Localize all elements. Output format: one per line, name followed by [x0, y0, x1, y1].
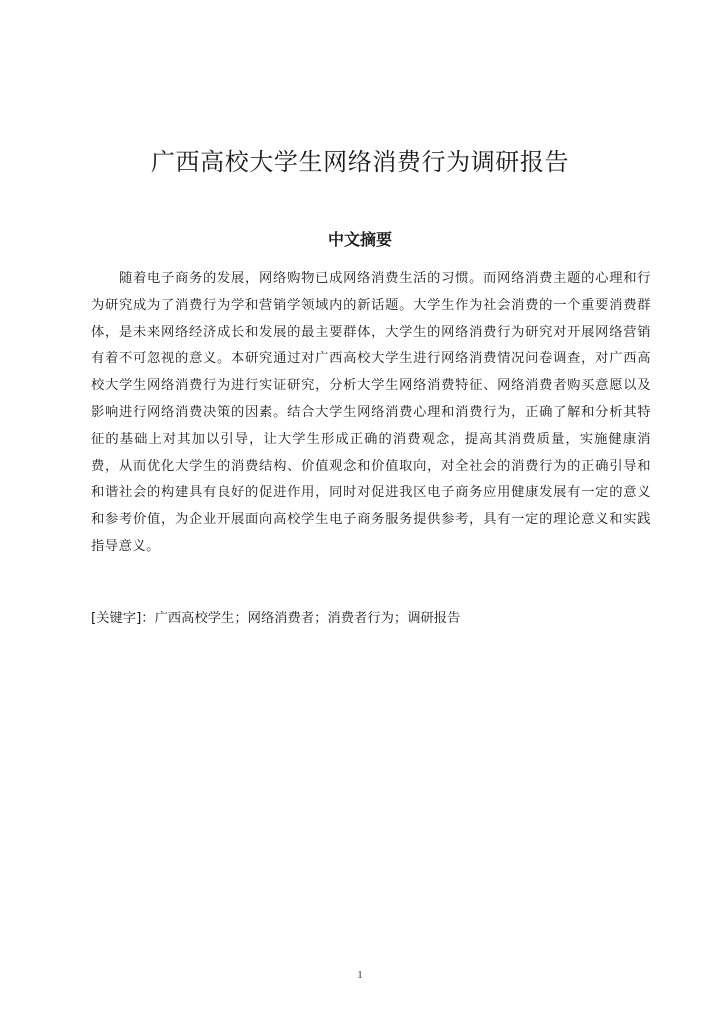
- abstract-paragraph: 随着电子商务的发展，网络购物已成网络消费生活的习惯。而网络消费主题的心理和行为研究成为了消费行为学和营销学领域内的新话题。大学生作为社会消费的一个重要消费群体，是未来网络经济成长和发展的最主要群体，大学生的网络消费行为研究对开展网络营销有着不可忽视的意义。本研究通过对广西高校大学生进行网络消费情况问卷调查，对广西高校大学生网络消费行为进行实证研究，分析大学生网络消费特征、网络消费者购买意愿以及影响进行网络消费决策的因素。结合大学生网络消费心理和消费行为，正确了解和分析其特征的基础上对其加以引导，让大学生形成正确的消费观念，提高其消费质量，实施健康消费，从而优化大学生的消费结构、价值观念和价值取向，对全社会的消费行为的正确引导和和谐社会的构建具有良好的促进作用，同时对促进我区电子商务应用健康发展有一定的意义和参考价值，为企业开展面向高校学生电子商务服务提供参考，具有一定的理论意义和实践指导意义。: [91, 271, 651, 554]
- keywords-label: [关键字]：: [91, 611, 155, 626]
- keywords-line: [91, 609, 651, 629]
- abstract-heading: 中文摘要: [327, 230, 392, 249]
- keywords-text: 广西高校学生；网络消费者；消费者行为；调研报告: [154, 611, 461, 626]
- document-title: 广西高校大学生网络消费行为调研报告: [150, 148, 570, 176]
- page-number: 1: [357, 969, 363, 981]
